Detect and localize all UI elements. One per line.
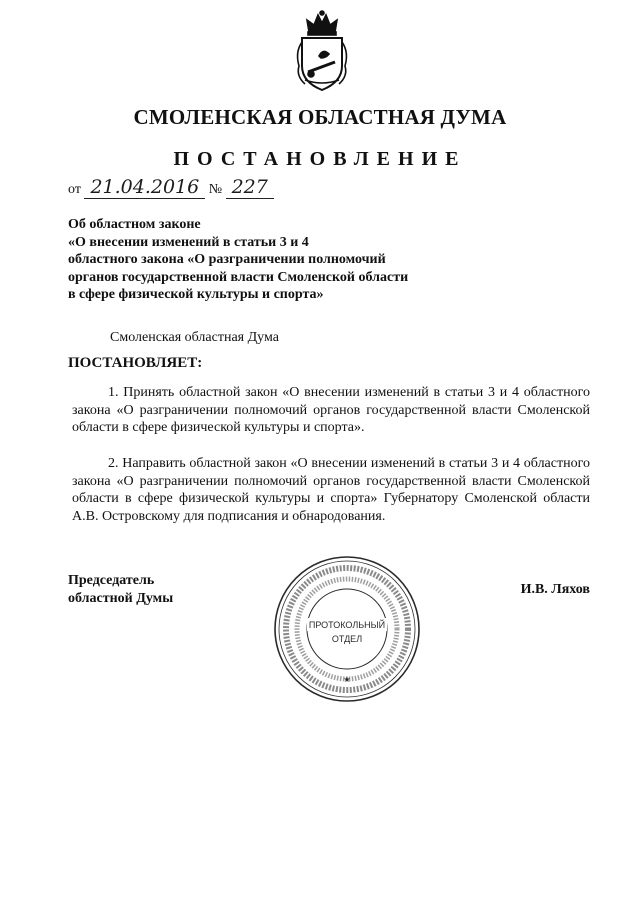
subject-line: органов государственной власти Смоленской области xyxy=(68,269,409,285)
subject-line: областного закона «О разграничении полномочий xyxy=(68,252,386,267)
signatory-title-line: областной Думы xyxy=(68,590,174,606)
official-seal-stamp xyxy=(272,554,422,704)
handwritten-date: 21.04.2016 xyxy=(84,176,205,199)
preamble: Смоленская областная Дума xyxy=(110,330,279,345)
handwritten-number: 227 xyxy=(226,176,274,199)
signatory-name: И.В. Ляхов xyxy=(520,582,590,597)
date-number-line xyxy=(68,176,274,199)
document-type-title: ПОСТАНОВЛЕНИЕ xyxy=(173,148,467,170)
document-subject xyxy=(68,216,488,304)
seal-star-icon: ★ xyxy=(343,675,351,684)
subject-line: в сфере физической культуры и спорта» xyxy=(68,287,324,302)
paragraph-1: 1. Принять областной закон «О внесении изменений в статьи 3 и 4 областного закона «О разграничении полномочий органов государственной власти Смоленской области в сфере физической культуры и спорта». xyxy=(72,385,590,435)
organization-title: СМОЛЕНСКАЯ ОБЛАСТНАЯ ДУМА xyxy=(133,105,507,129)
resolves-heading: ПОСТАНОВЛЯЕТ: xyxy=(68,355,203,371)
seal-center-line1: ПРОТОКОЛЬНЫЙ xyxy=(308,620,386,630)
signatory-title xyxy=(68,572,173,607)
subject-line: «О внесении изменений в статьи 3 и 4 xyxy=(68,234,309,250)
number-prefix: № xyxy=(208,182,223,197)
paragraph-2: 2. Направить областной закон «О внесении изменений в статьи 3 и 4 областного закона «О разграничении полномочий органов государственной власти Смоленской области в сфере физической культуры и спорта» Губернатору Смоленской области А.В. Островскому для подписания и обнародования. xyxy=(72,456,590,524)
date-prefix: от xyxy=(68,182,81,197)
subject-line: Об областном законе xyxy=(68,217,201,232)
seal-center-line2: ОТДЕЛ xyxy=(331,634,363,644)
signatory-title-line: Председатель xyxy=(68,573,155,588)
coat-of-arms-icon xyxy=(293,10,351,94)
